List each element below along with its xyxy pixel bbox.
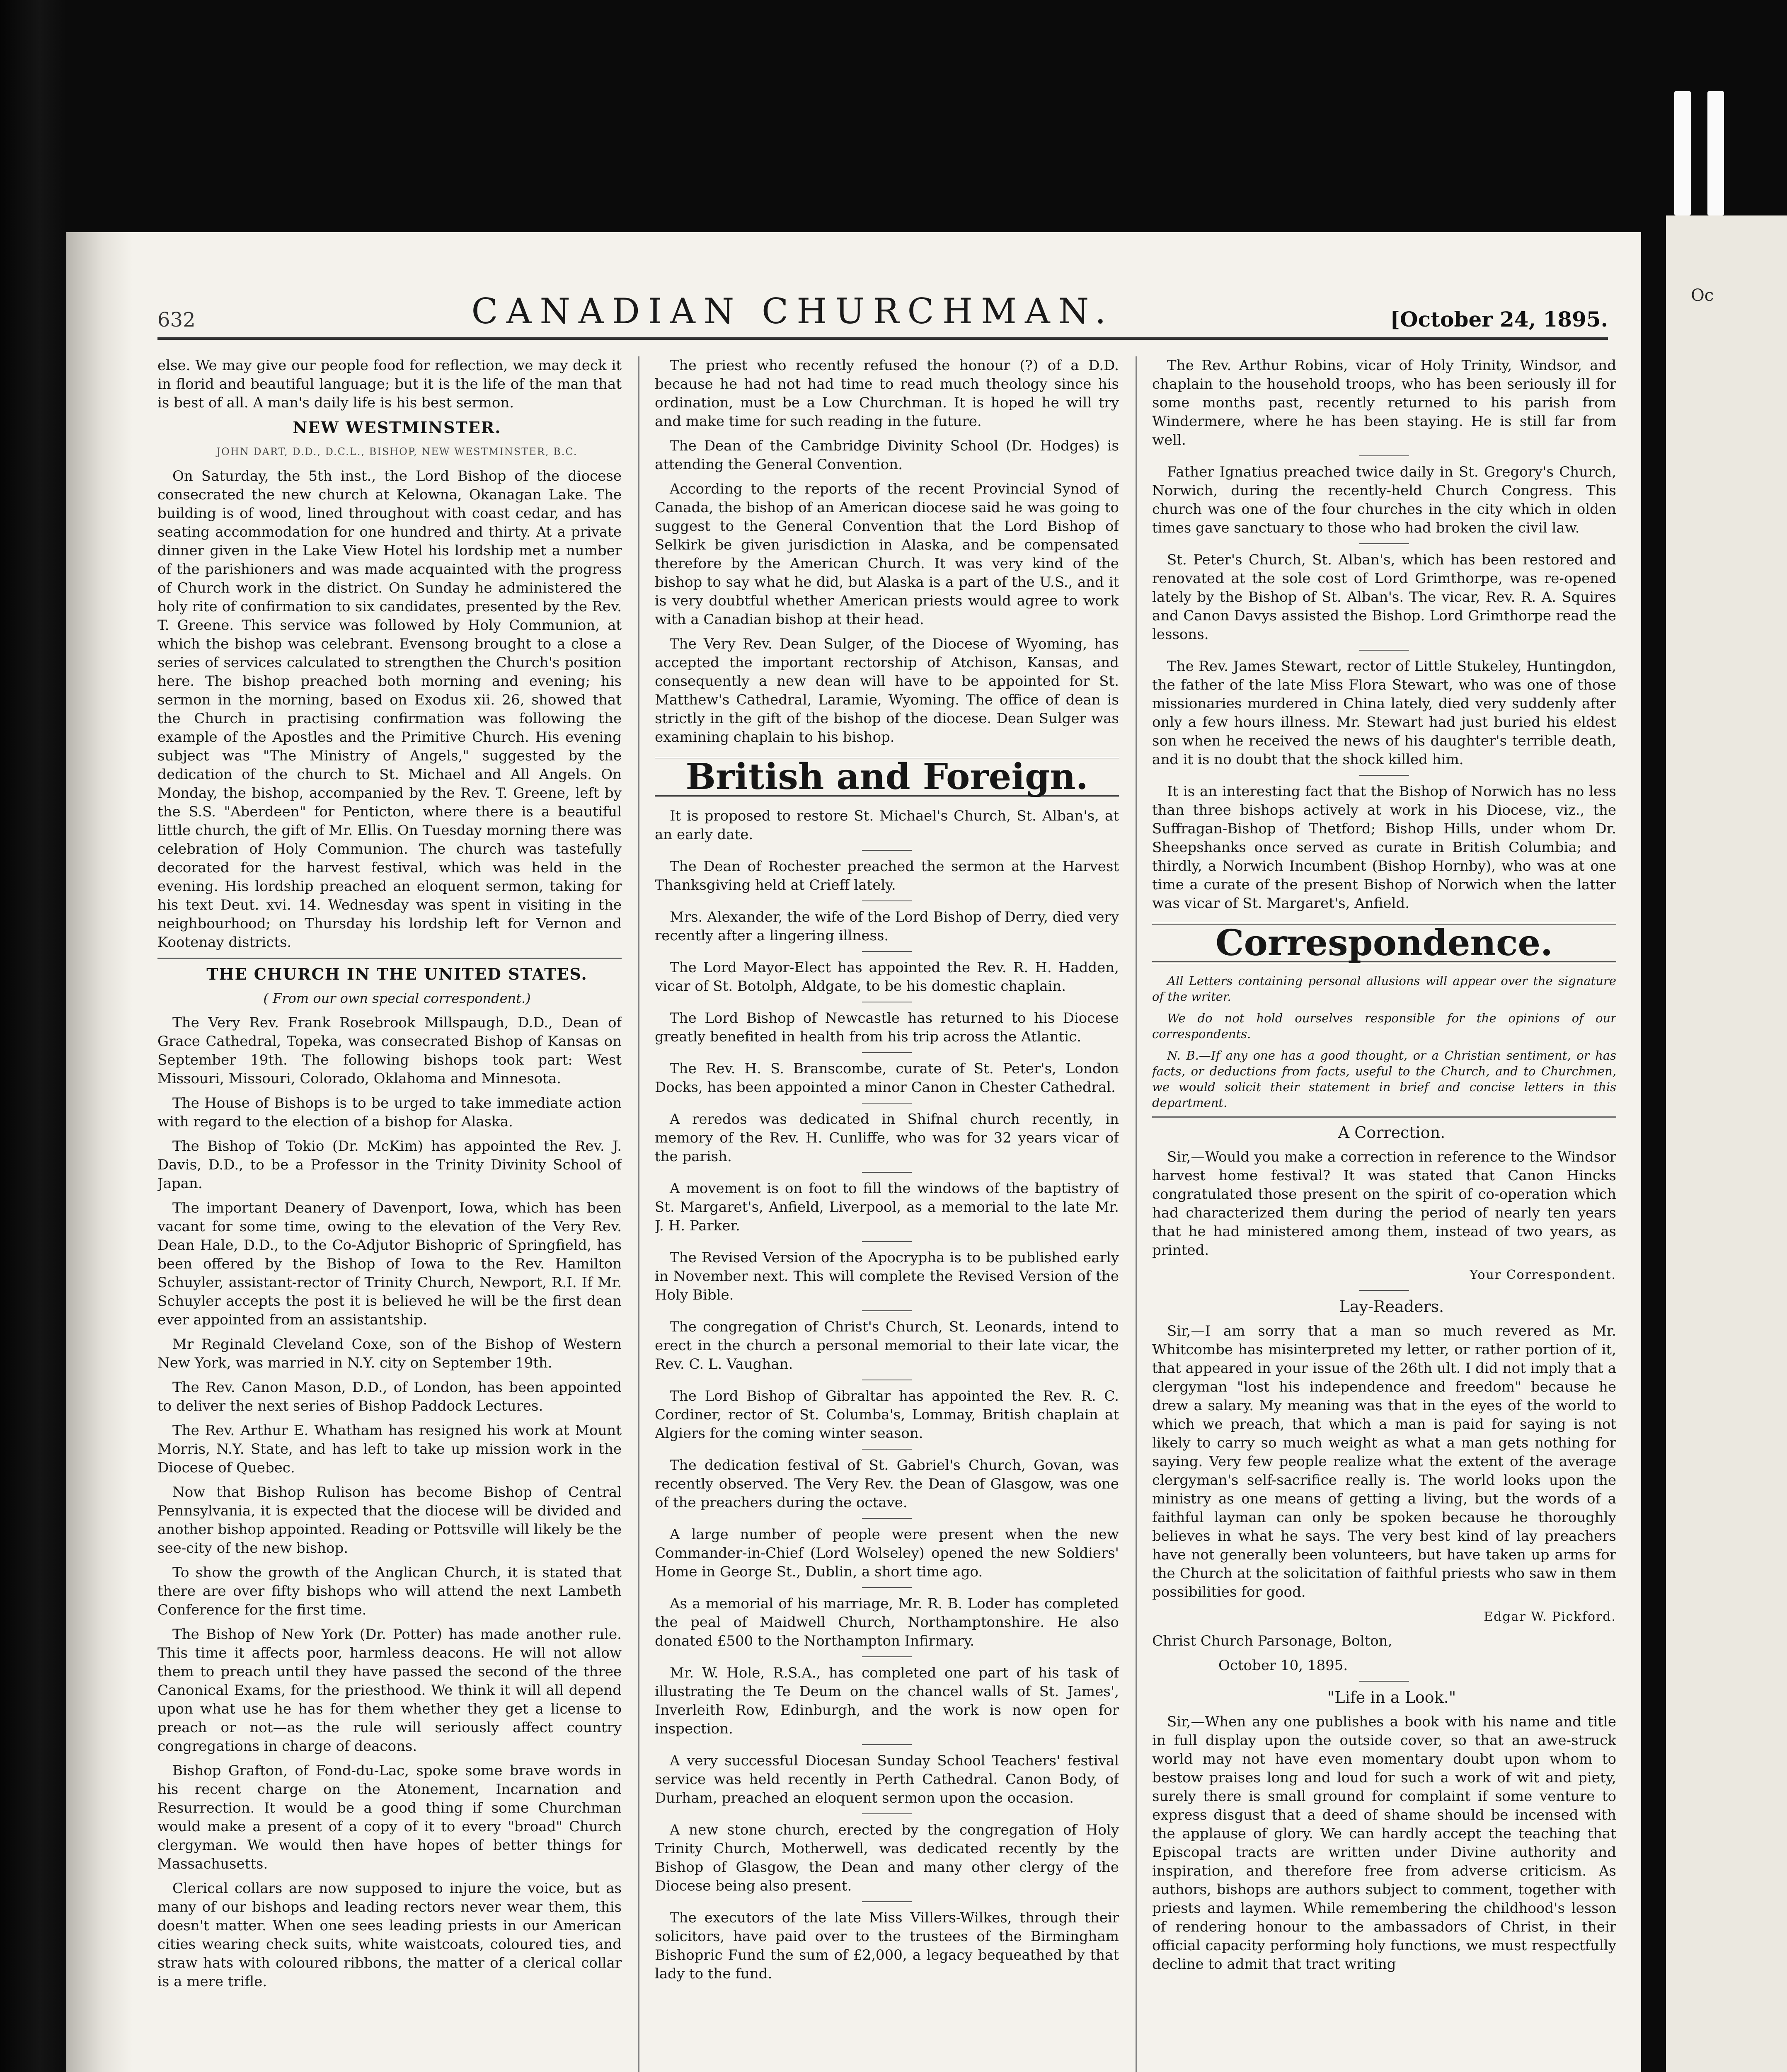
column-rule <box>638 356 639 2072</box>
scanner-bar <box>1707 91 1724 215</box>
news-item: The Rev. James Stewart, rector of Little Stukeley, Huntingdon, the father of the late Miss Flora Stewart, who was one of those missionaries murdered in China lately, died very suddenly after only a few hours illness. Mr. Stewart had just buried his eldest son when he received the news of his daughter's terrible death, and it is no doubt that the shock killed him. <box>1152 658 1616 768</box>
editorial-notice: N. B.—If any one has a good thought, or a Christian sentiment, or has facts, or deductions from facts, useful to the Church, and to Churchmen, we would solicit their statement in brief and concise letters in this department. <box>1152 1048 1616 1110</box>
section-heading-united-states: THE CHURCH IN THE UNITED STATES. <box>206 965 588 983</box>
item-separator <box>862 1744 912 1745</box>
news-item: A movement is on foot to fill the windows of the baptistry of St. Margaret's, Anfield, Liverpool, as a memorial to the late Mr. J. H. Parker. <box>655 1180 1119 1234</box>
editorial-notice: All Letters containing personal allusions will appear over the signature of the writer. <box>1152 974 1616 1004</box>
paragraph: To show the growth of the Anglican Church, it is stated that there are over fifty bishops who will attend the next Lambeth Conference for the first time. <box>157 1564 622 1618</box>
paragraph: The Very Rev. Dean Sulger, of the Diocese of Wyoming, has accepted the important rectorship of Atchison, Kansas, and consequently a new dean will have to be appointed for St. Matthew's Cathedral, Laramie, Wyoming. The office of dean is strictly in the gift of the bishop of the diocese. Dean Sulger was examining chaplain to his bishop. <box>655 636 1119 746</box>
item-separator <box>1359 1681 1409 1682</box>
page-binding-gutter <box>66 232 133 2072</box>
column-2 <box>655 356 1119 2072</box>
item-separator <box>1359 1290 1409 1291</box>
letter-title-correction: A Correction. <box>1338 1123 1446 1142</box>
news-item: A very successful Diocesan Sunday School Teachers' festival service was held recently in Perth Cathedral. Canon Body, of Durham, preached an eloquent sermon upon the occasion. <box>655 1752 1119 1806</box>
item-separator <box>1359 543 1409 544</box>
news-item: The congregation of Christ's Church, St. Leonards, intend to erect in the church a personal memorial to their late vicar, the Rev. C. L. Vaughan. <box>655 1319 1119 1372</box>
paragraph: Mr Reginald Cleveland Coxe, son of the Bishop of Western New York, was married in N.Y. city on September 19th. <box>157 1336 622 1371</box>
item-separator <box>862 1587 912 1588</box>
letter-signature: Edgar W. Pickford. <box>1484 1610 1616 1624</box>
scan-edge-left <box>0 0 66 2072</box>
news-item: The dedication festival of St. Gabriel's Church, Govan, was recently observed. The Very Rev. the Dean of Glasgow, was one of the preachers during the octave. <box>655 1457 1119 1511</box>
letter-body: Sir,—Would you make a correction in reference to the Windsor harvest home festival? It was stated that Canon Hincks congratulated those present on the spirit of co-operation which had characterized them during the period of nearly ten years that he had ministered among them, instead of two years, as printed. <box>1152 1149 1616 1259</box>
paragraph: The Very Rev. Frank Rosebrook Millspaugh, D.D., Dean of Grace Cathedral, Topeka, was consecrated Bishop of Kansas on September 19th. The following bishops took part: West Missouri, Missouri, Colorado, Oklahoma and Minnesota. <box>157 1014 622 1087</box>
letter-signature: Your Correspondent. <box>1470 1268 1616 1282</box>
diocese-byline: JOHN DART, D.D., D.C.L., BISHOP, NEW WESTMINSTER, B.C. <box>216 446 578 457</box>
news-item: A new stone church, erected by the congregation of Holy Trinity Church, Motherwell, was dedicated recently by the Bishop of Glasgow, the Dean and many other clergy of the Diocese being also present. <box>655 1822 1119 1894</box>
item-separator <box>862 1172 912 1173</box>
page-number: 632 <box>157 308 196 332</box>
adjacent-page <box>1666 215 1787 2072</box>
paragraph: According to the reports of the recent Provincial Synod of Canada, the bishop of an American diocese said he was going to suggest to the General Convention that the Lord Bishop of Selkirk be given jurisdiction in Alaska, and be compensated therefore by the American Church. It was very kind of the bishop to say what he did, but Alaska is a part of the U.S., and it is very doubtful whether American priests would agree to work with a Canadian bishop at their head. <box>655 481 1119 628</box>
paragraph: Clerical collars are now supposed to injure the voice, but as many of our bishops and leading rectors never wear them, this doesn't matter. When one sees leading priests in our American cities wearing check suits, white waistcoats, coloured ties, and straw hats with coloured ribbons, the matter of a clerical collar is a mere trifle. <box>157 1880 622 1990</box>
paragraph: The Rev. Arthur E. Whatham has resigned his work at Mount Morris, N.Y. State, and has left to take up mission work in the Diocese of Quebec. <box>157 1422 622 1476</box>
item-separator <box>862 951 912 952</box>
paragraph: The House of Bishops is to be urged to take immediate action with regard to the election of a bishop for Alaska. <box>157 1095 622 1130</box>
column-rule <box>1136 356 1137 2072</box>
item-separator <box>862 850 912 851</box>
letter-date: October 10, 1895. <box>1218 1657 1348 1674</box>
item-separator <box>862 1901 912 1902</box>
news-item: A large number of people were present when the new Commander-in-Chief (Lord Wolseley) opened the new Soldiers' Home in George St., Dublin, a short time ago. <box>655 1526 1119 1580</box>
newspaper-page <box>66 232 1641 2072</box>
letter-title-life-in-a-look: "Life in a Look." <box>1327 1688 1456 1706</box>
news-item: The Lord Mayor-Elect has appointed the Rev. R. H. Hadden, vicar of St. Botolph, Aldgate, to be his domestic chaplain. <box>655 959 1119 995</box>
section-heading-new-westminster: NEW WESTMINSTER. <box>293 418 501 437</box>
section-divider <box>157 958 622 959</box>
news-item: The Revised Version of the Apocrypha is to be published early in November next. This will complete the Revised Version of the Holy Bible. <box>655 1249 1119 1303</box>
item-separator <box>862 1241 912 1242</box>
item-separator <box>862 1656 912 1657</box>
paragraph: else. We may give our people food for reflection, we may deck it in florid and beautiful language; but it is the life of the man that is best of all. A man's daily life is his best sermon. <box>157 357 622 411</box>
paragraph: The Dean of the Cambridge Divinity School (Dr. Hodges) is attending the General Convention. <box>655 438 1119 473</box>
page-header <box>157 282 1608 340</box>
section-heading-correspondence: Correspondence. <box>1152 923 1616 963</box>
letter-body: Sir,—When any one publishes a book with his name and title in full display upon the outside cover, so that an awe-struck world may not have even momentary doubt upon whom to bestow praises long and loud for such a work of wit and piety, surely there is small ground for complaint if some venture to express disgust that a deed of shame should be incensed with the applause of glory. We can hardly accept the teaching that Episcopal tracts are written under Divine authority and inspiration, and therefore free from adverse criticism. As authors, bishops are authors subject to comment, together with priests and laymen. While remembering the childhood's lesson of rendering honour to the ambassadors of Christ, in their official capacity performing holy functions, we must respectfully decline to admit that tract writing <box>1152 1714 1616 1973</box>
news-item: The executors of the late Miss Villers-Wilkes, through their solicitors, have paid over to the trustees of the Birmingham Bishopric Fund the sum of £2,000, a legacy bequeathed by that lady to the fund. <box>655 1910 1119 1982</box>
article-columns <box>157 356 1616 2072</box>
news-item: St. Peter's Church, St. Alban's, which has been restored and renovated at the sole cost of Lord Grimthorpe, was re-opened lately by the Bishop of St. Alban's. The vicar, Rev. R. A. Squires and Canon Davys assisted the Bishop. Lord Grimthorpe read the lessons. <box>1152 552 1616 643</box>
item-separator <box>862 1518 912 1519</box>
news-item: As a memorial of his marriage, Mr. R. B. Loder has completed the peal of Maidwell Church, Northamptonshire. He also donated £500 to the Northampton Infirmary. <box>655 1595 1119 1649</box>
news-item: A reredos was dedicated in Shifnal church recently, in memory of the Rev. H. Cunliffe, who was for 32 years vicar of the parish. <box>655 1111 1119 1165</box>
item-separator <box>1359 775 1409 776</box>
letter-body: Sir,—I am sorry that a man so much revered as Mr. Whitcombe has misinterpreted my letter, or rather portion of it, that appeared in your issue of the 26th ult. I did not imply that a clergyman "lost his independence and freedom" because he drew a salary. My meaning was that in the eyes of the world to which we preach, that which a man is paid for saying is not likely to carry so much weight as what a man gets nothing for saying. Very few people realize what the extent of the average clergyman's self-sacrifice really is. The world looks upon the ministry as one means of getting a living, but the words of a faithful layman can only be spoken because he thoroughly believes in what he says. The very best kind of lay preachers have not generally been volunteers, but have taken up arms for the Church at the solicitation of faithful priests who saw in them possibilities for good. <box>1152 1323 1616 1600</box>
column-1 <box>157 356 622 2072</box>
news-item: It is proposed to restore St. Michael's Church, St. Alban's, at an early date. <box>655 808 1119 843</box>
paragraph: The priest who recently refused the honour (?) of a D.D. because he had not had time to read much theology since his ordination, must be a Low Churchman. It is hoped he will try and make time for such reading in the future. <box>655 357 1119 430</box>
paragraph: Bishop Grafton, of Fond-du-Lac, spoke some brave words in his recent charge on the Atonement, Incarnation and Resurrection. It would be a good thing if some Churchman would make a present of a copy of it to every "broad" Church clergyman. We would then have hopes of better things for Massachusetts. <box>157 1762 622 1872</box>
paragraph: Now that Bishop Rulison has become Bishop of Central Pennsylvania, it is expected that the diocese will be divided and another bishop appointed. Reading or Pottsville will likely be the see-city of the new bishop. <box>157 1484 622 1556</box>
paragraph: The Bishop of Tokio (Dr. McKim) has appointed the Rev. J. Davis, D.D., to be a Professor in the Trinity Divinity School of Japan. <box>157 1138 622 1192</box>
news-item: The Dean of Rochester preached the sermon at the Harvest Thanksgiving held at Crieff lately. <box>655 858 1119 893</box>
news-item: The Lord Bishop of Gibraltar has appointed the Rev. R. C. Cordiner, rector of St. Columba's, Lommay, British chaplain at Algiers for the coming winter season. <box>655 1388 1119 1442</box>
news-item: The Lord Bishop of Newcastle has returned to his Diocese greatly benefited in health from his trip across the Atlantic. <box>655 1010 1119 1045</box>
masthead-title: CANADIAN CHURCHMAN. <box>471 291 1114 332</box>
scanner-bar <box>1674 91 1691 215</box>
section-heading-british-foreign: British and Foreign. <box>655 757 1119 797</box>
item-separator <box>862 1052 912 1053</box>
item-separator <box>862 1449 912 1450</box>
section-subheading: ( From our own special correspondent.) <box>263 990 531 1006</box>
section-divider <box>1152 1116 1616 1118</box>
paragraph: The Bishop of New York (Dr. Potter) has made another rule. This time it affects poor, harmless deacons. He will not allow them to preach until they have passed the second of the three Canonical Exams, for the priesthood. We think it will all depend upon what use he has for them whether they get a license to preach or not—as the rule will seriously affect country congregations in charge of deacons. <box>157 1626 622 1755</box>
letter-place: Christ Church Parsonage, Bolton, <box>1152 1633 1392 1649</box>
letter-title-lay-readers: Lay-Readers. <box>1339 1297 1444 1316</box>
item-separator <box>1359 650 1409 651</box>
item-separator <box>862 1813 912 1814</box>
paragraph: On Saturday, the 5th inst., the Lord Bishop of the diocese consecrated the new church at Kelowna, Okanagan Lake. The building is of wood, lined throughout with coast cedar, and has seating accommodation for one hundred and thirty. At a private dinner given in the Lake View Hotel his lordship met a number of the parishioners and was made acquainted with the progress of Church work in the district. On Sunday he administered the holy rite of confirmation to six candidates, presented by the Rev. T. Greene. This service was followed by Holy Communion, at which the bishop was celebrant. Evensong brought to a close a series of services calculated to strengthen the Church's position here. The bishop preached both morning and evening; his sermon in the morning, based on Exodus xii. 26, showed that the Church in practising confirmation was following the example of the Apostles and the Primitive Church. His evening subject was "The Ministry of Angels," suggested by the dedication of the church to St. Michael and All Angels. On Monday, the bishop, accompanied by the Rev. T. Greene, left by the S.S. "Aberdeen" for Penticton, where there is a beautiful little church, the gift of Mr. Ellis. On Tuesday morning there was celebration of Holy Communion. The church was tastefully decorated for the harvest festival, which was held in the evening. His lordship preached an eloquent sermon, taking for his text Deut. xvi. 14. Wednesday was spent in visiting in the neighbourhood; on Thursday his lordship left for Vernon and Kootenay districts. <box>157 468 622 951</box>
paragraph: The Rev. Canon Mason, D.D., of London, has been appointed to deliver the next series of Bishop Paddock Lectures. <box>157 1379 622 1414</box>
column-3 <box>1152 356 1616 2072</box>
news-item: Mrs. Alexander, the wife of the Lord Bishop of Derry, died very recently after a lingering illness. <box>655 909 1119 944</box>
item-separator <box>1359 455 1409 456</box>
editorial-notice: We do not hold ourselves responsible for the opinions of our correspondents. <box>1152 1011 1616 1041</box>
news-item: Mr. W. Hole, R.S.A., has completed one part of his task of illustrating the Te Deum on the chancel walls of St. James', Inverleith Row, Edinburgh, and the work is now open for inspection. <box>655 1665 1119 1737</box>
adjacent-page-header: Oc <box>1691 286 1714 305</box>
item-separator <box>862 900 912 901</box>
news-item: The Rev. H. S. Branscombe, curate of St. Peter's, London Docks, has been appointed a minor Canon in Chester Cathedral. <box>655 1060 1119 1096</box>
news-item: It is an interesting fact that the Bishop of Norwich has no less than three bishops actively at work in his Diocese, viz., the Suffragan-Bishop of Thetford; Bishop Hills, under whom Dr. Sheepshanks once served as curate in British Columbia; and thirdly, a Norwich Incumbent (Bishop Hornby), who was at one time a curate of the present Bishop of Norwich when the latter was vicar of St. Margaret's, Anfield. <box>1152 783 1616 912</box>
paragraph: The important Deanery of Davenport, Iowa, which has been vacant for some time, owing to the elevation of the Very Rev. Dean Hale, D.D., to the Co-Adjutor Bishopric of Springfield, has been offered by the Bishop of Iowa to the Rev. Hamilton Schuyler, assistant-rector of Trinity Church, Newport, R.I. If Mr. Schuyler accepts the post it is believed he will be the first dean ever appointed from an assistantship. <box>157 1200 622 1328</box>
news-item: Father Ignatius preached twice daily in St. Gregory's Church, Norwich, during the recently-held Church Congress. This church was one of the four churches in the city which in olden times gave sanctuary to those who had broken the civil law. <box>1152 464 1616 536</box>
item-separator <box>862 1103 912 1104</box>
item-separator <box>862 1310 912 1311</box>
issue-date: [October 24, 1895. <box>1390 307 1608 332</box>
news-item: The Rev. Arthur Robins, vicar of Holy Trinity, Windsor, and chaplain to the household troops, who has been seriously ill for some months past, recently returned to his parish from Windermere, where he has been staying. He is still far from well. <box>1152 357 1616 448</box>
